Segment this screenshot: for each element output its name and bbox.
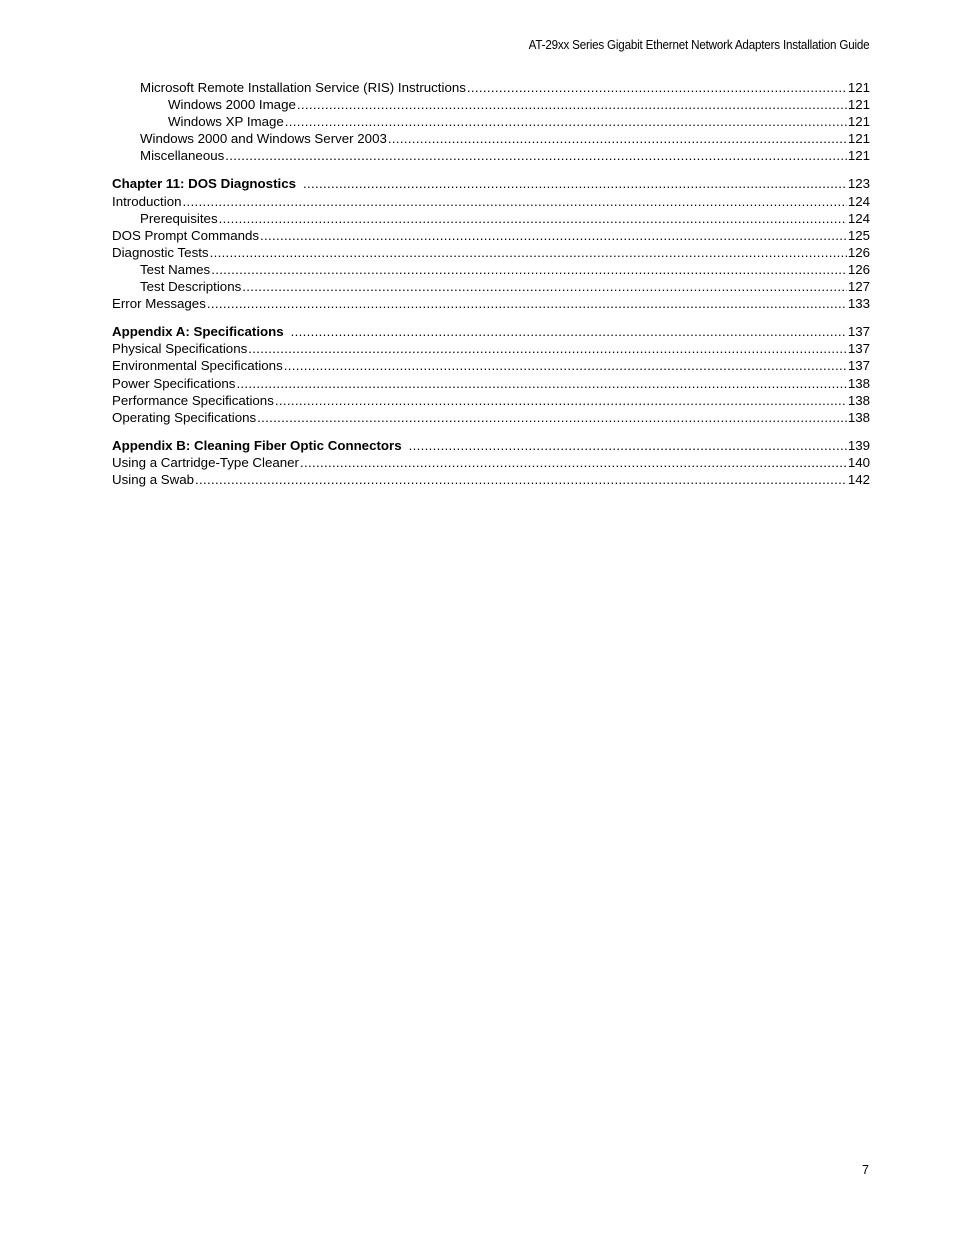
- toc-entry[interactable]: [112, 147, 870, 164]
- toc-entry[interactable]: [112, 278, 870, 295]
- toc-entry-page: 137: [847, 324, 870, 340]
- toc-entry-page: 124: [847, 210, 870, 226]
- toc-dot-leader: [300, 454, 847, 471]
- toc-entry-page: 121: [847, 80, 870, 95]
- toc-entry-title: Using a Cartridge-Type Cleaner: [112, 454, 299, 470]
- toc-entry[interactable]: [112, 409, 870, 426]
- toc-entry-page: 142: [847, 471, 870, 487]
- toc-entry-page: 139: [847, 437, 870, 453]
- running-header: AT-29xx Series Gigabit Ethernet Network Adapters Installation Guide: [528, 38, 869, 52]
- toc-entry[interactable]: [112, 227, 870, 244]
- toc-entry[interactable]: [112, 340, 870, 357]
- page-number: 7: [862, 1163, 869, 1177]
- table-of-contents: [112, 79, 870, 488]
- toc-entry-title: Windows 2000 Image: [168, 97, 296, 113]
- toc-entry[interactable]: [112, 261, 870, 278]
- toc-dot-leader: [291, 323, 847, 340]
- toc-section-heading[interactable]: [112, 437, 870, 454]
- toc-entry-title: Prerequisites: [140, 210, 218, 226]
- toc-entry-title: Chapter 11: DOS Diagnostics: [112, 176, 296, 192]
- toc-entry[interactable]: [112, 454, 870, 471]
- toc-entry-page: 138: [847, 409, 870, 425]
- toc-entry-title: Performance Specifications: [112, 392, 274, 408]
- toc-dot-leader: [248, 340, 847, 357]
- toc-dot-leader: [285, 113, 847, 130]
- toc-section-heading[interactable]: [112, 175, 870, 192]
- toc-dot-leader: [242, 278, 847, 295]
- toc-entry-page: 123: [847, 176, 870, 192]
- toc-entry-title: Microsoft Remote Installation Service (RIS) Instructions: [140, 80, 466, 95]
- toc-entry[interactable]: [112, 375, 870, 392]
- toc-entry[interactable]: [112, 471, 870, 488]
- toc-entry[interactable]: [112, 295, 870, 312]
- toc-entry-title: Test Descriptions: [140, 279, 242, 295]
- toc-entry-title: Appendix A: Specifications: [112, 324, 284, 340]
- toc-dot-leader: [195, 471, 847, 488]
- toc-entry-page: 126: [847, 244, 870, 260]
- toc-entry-page: 126: [847, 261, 870, 277]
- toc-entry[interactable]: [112, 244, 870, 261]
- toc-entry-page: 125: [847, 227, 870, 243]
- toc-entry-page: 124: [847, 193, 870, 209]
- toc-entry-title: Environmental Specifications: [112, 358, 283, 374]
- toc-entry[interactable]: [112, 79, 870, 96]
- toc-entry[interactable]: [112, 357, 870, 374]
- toc-entry-page: 137: [847, 341, 870, 357]
- toc-entry-title: Test Names: [140, 261, 211, 277]
- toc-entry-title: Physical Specifications: [112, 341, 248, 357]
- toc-entry-title: DOS Prompt Commands: [112, 227, 260, 243]
- toc-dot-leader: [303, 175, 847, 192]
- toc-entry-title: Using a Swab: [112, 471, 195, 487]
- toc-entry-page: 121: [847, 148, 870, 164]
- toc-dot-leader: [210, 244, 847, 261]
- toc-entry-page: 121: [847, 131, 870, 147]
- toc-dot-leader: [257, 409, 847, 426]
- toc-entry-title: Operating Specifications: [112, 409, 257, 425]
- toc-dot-leader: [225, 147, 847, 164]
- toc-dot-leader: [207, 295, 847, 312]
- toc-dot-leader: [260, 227, 847, 244]
- toc-entry-page: 138: [847, 375, 870, 391]
- toc-dot-leader: [211, 261, 847, 278]
- toc-entry[interactable]: [112, 392, 870, 409]
- toc-entry-page: 127: [847, 279, 870, 295]
- toc-entry[interactable]: [112, 193, 870, 210]
- toc-entry[interactable]: [112, 130, 870, 147]
- toc-dot-leader: [236, 375, 846, 392]
- toc-dot-leader: [219, 210, 847, 227]
- toc-entry-page: 137: [847, 358, 870, 374]
- toc-entry[interactable]: [112, 96, 870, 113]
- toc-dot-leader: [409, 437, 847, 454]
- toc-dot-leader: [275, 392, 847, 409]
- toc-dot-leader: [182, 193, 846, 210]
- toc-entry-title: Appendix B: Cleaning Fiber Optic Connectors: [112, 437, 402, 453]
- toc-dot-leader: [284, 357, 847, 374]
- toc-entry-title: Introduction: [112, 193, 182, 209]
- toc-dot-leader: [388, 130, 847, 147]
- toc-dot-leader: [297, 96, 847, 113]
- toc-entry[interactable]: [112, 113, 870, 130]
- toc-entry-title: Windows XP Image: [168, 114, 284, 130]
- toc-entry-title: Error Messages: [112, 296, 206, 312]
- toc-entry[interactable]: [112, 210, 870, 227]
- toc-entry-title: Windows 2000 and Windows Server 2003: [140, 131, 387, 147]
- toc-entry-page: 121: [847, 114, 870, 130]
- toc-entry-page: 140: [847, 454, 870, 470]
- toc-entry-title: Diagnostic Tests: [112, 244, 209, 260]
- toc-entry-page: 133: [847, 296, 870, 312]
- toc-entry-page: 138: [847, 392, 870, 408]
- toc-entry-title: Power Specifications: [112, 375, 236, 391]
- toc-dot-leader: [467, 79, 847, 96]
- toc-entry-page: 121: [847, 97, 870, 113]
- toc-entry-title: Miscellaneous: [140, 148, 225, 164]
- toc-section-heading[interactable]: [112, 323, 870, 340]
